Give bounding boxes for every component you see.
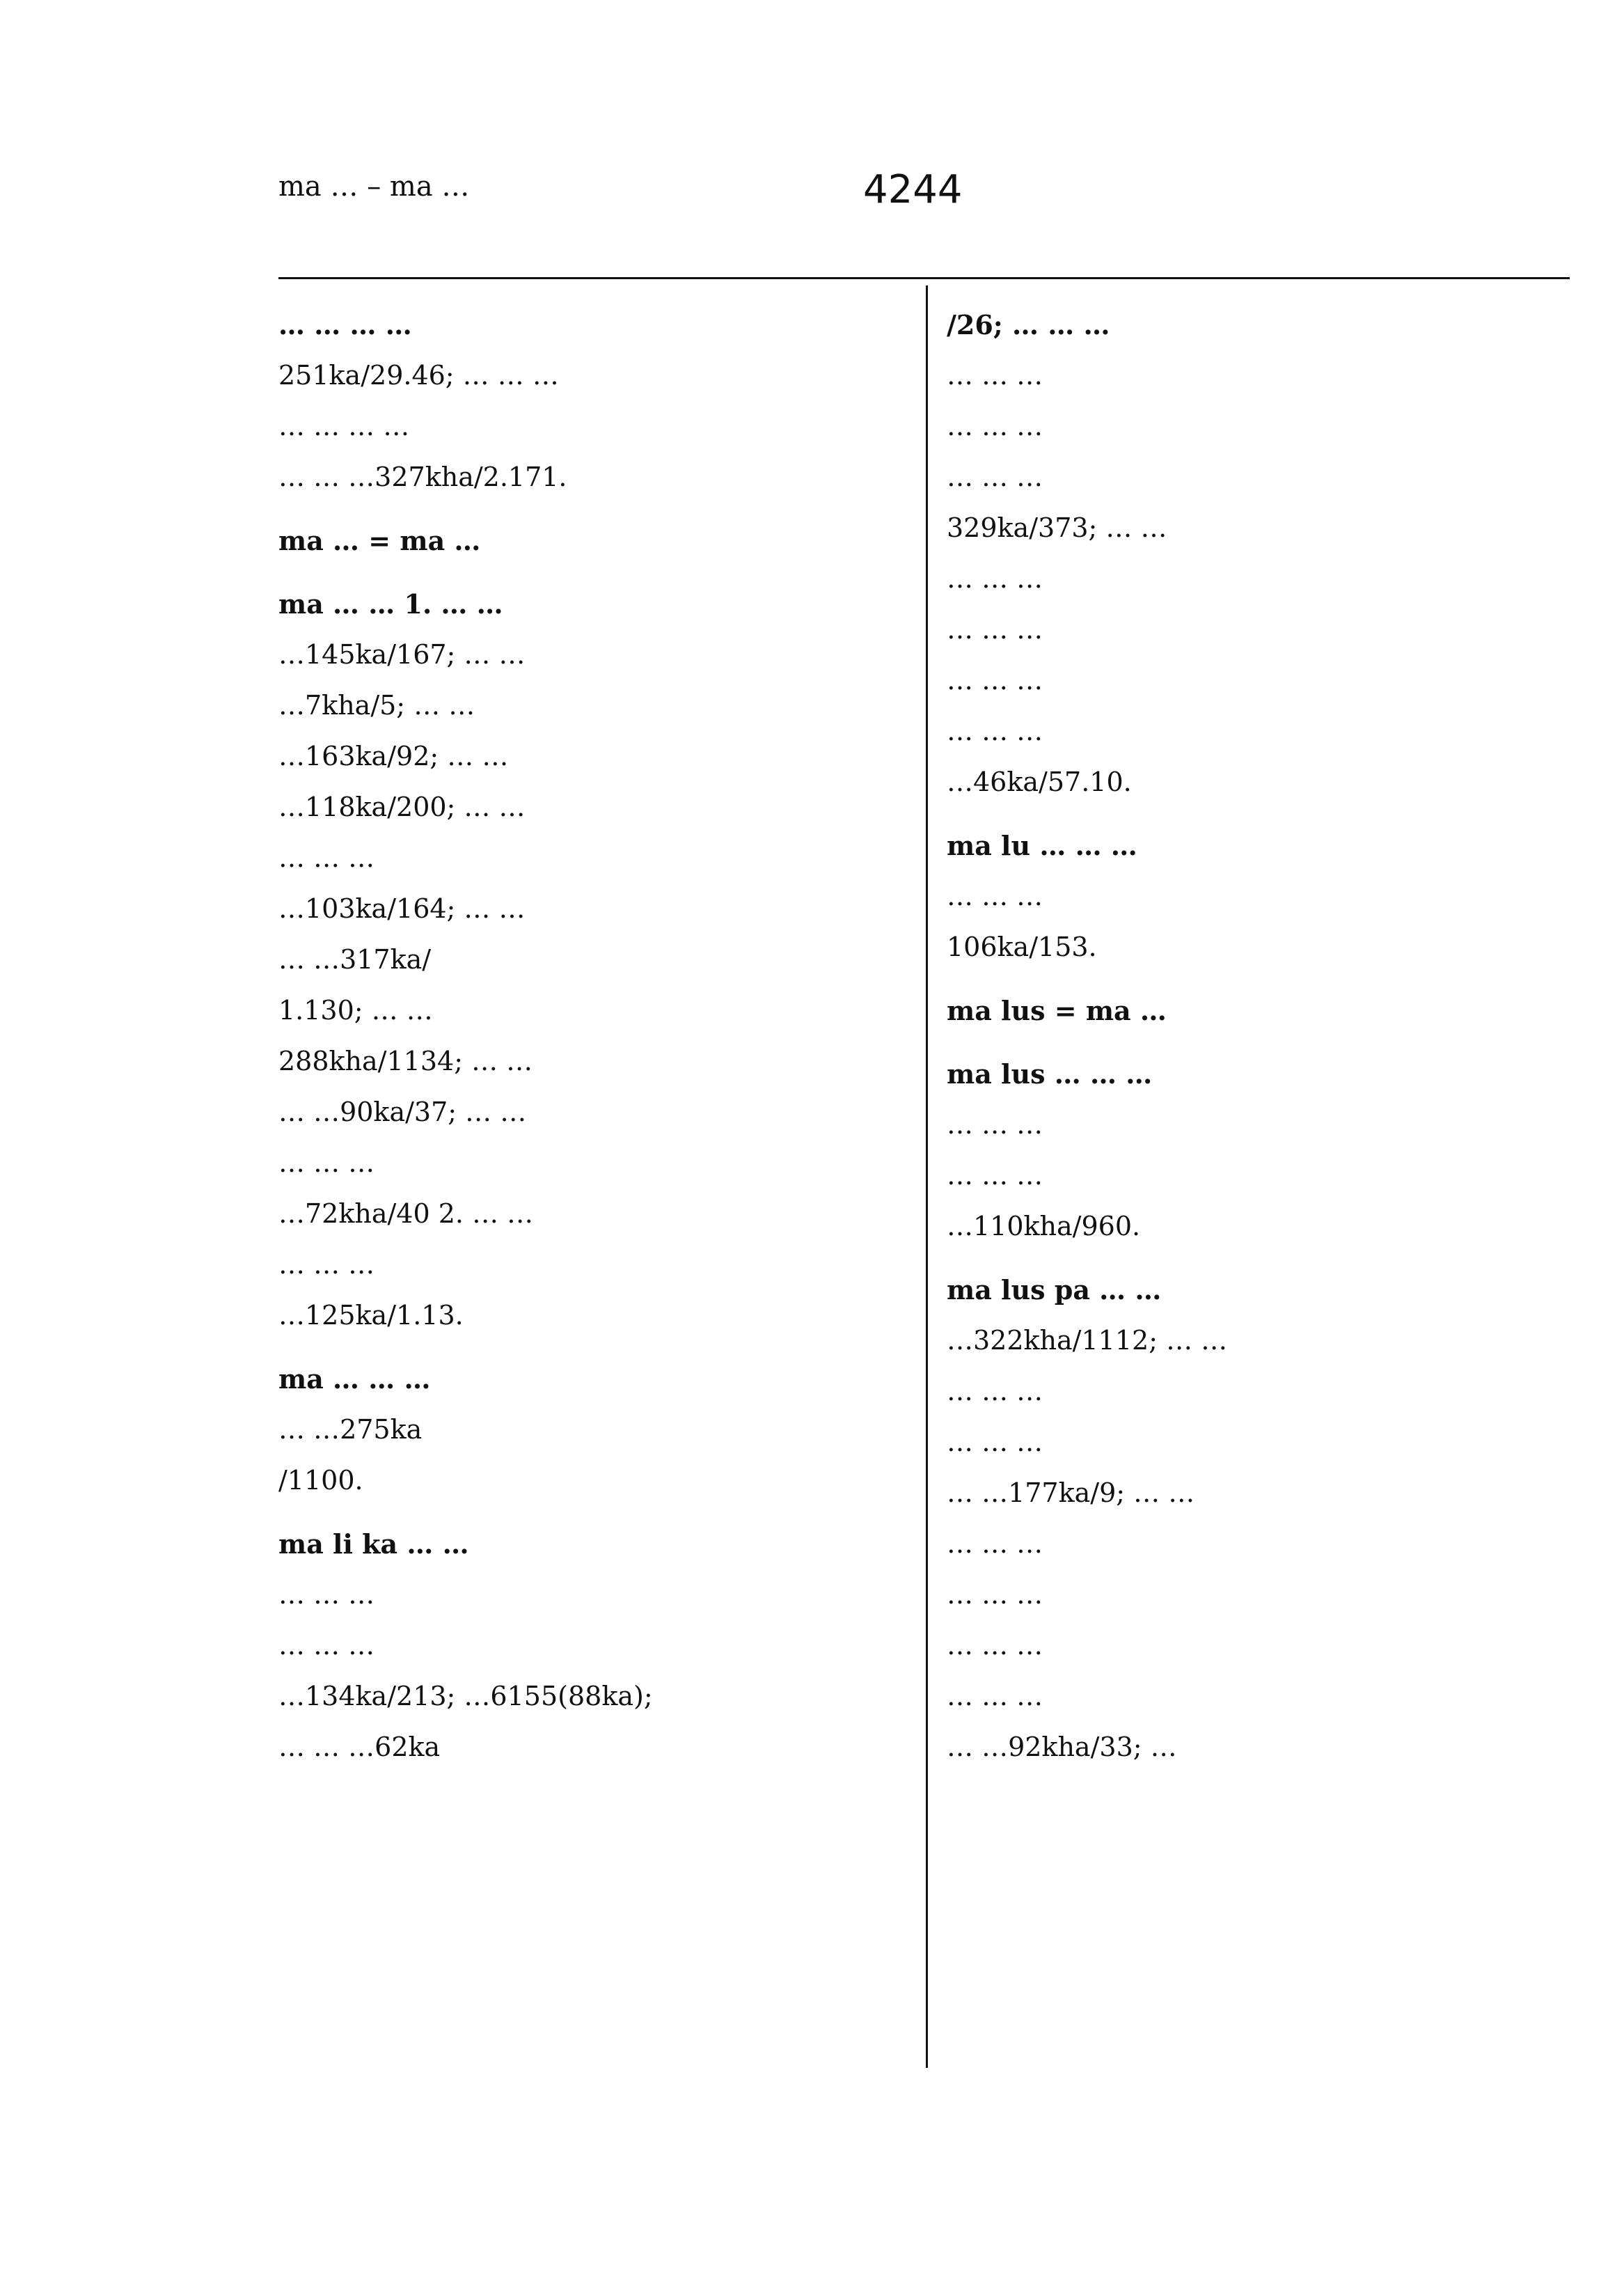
entry-line: … …317ka/ <box>278 944 432 975</box>
entry-line: … … … <box>947 1160 1043 1191</box>
entry-line: … … … <box>947 1376 1043 1406</box>
entry-line: …110kha/960. <box>947 1211 1141 1241</box>
dictionary-entry <box>947 985 1570 1036</box>
entry-line: …118ka/200; … … <box>278 792 526 822</box>
entry-headword-line: ma … … 1. … … <box>278 588 503 620</box>
entry-line: … … … <box>947 360 1043 391</box>
entry-line: 106ka/153. <box>947 932 1097 962</box>
entry-line: 288kha/1134; … … <box>278 1046 533 1076</box>
entry-line: … …90ka/37; … … <box>278 1097 527 1127</box>
entry-line: …134ka/213; …6155(88ka); <box>278 1681 653 1711</box>
entry-line: 251ka/29.46; … … … <box>278 360 559 391</box>
entry-headword-line: ma lus … … … <box>947 1058 1153 1090</box>
entry-line: …72kha/40 2. … … <box>278 1198 534 1229</box>
entry-headword-line: /26; … … … <box>947 309 1110 340</box>
dictionary-entry <box>278 1354 884 1506</box>
entry-headword-line: ma li ka … … <box>278 1528 469 1560</box>
entry-line: … … … <box>947 614 1043 645</box>
entry-line: 1.130; … … <box>278 995 433 1026</box>
entry-line: …163ka/92; … … <box>278 741 509 771</box>
header-rule <box>278 277 1570 279</box>
dictionary-entry <box>947 1264 1570 1773</box>
running-head: ma … – ma … <box>278 171 470 203</box>
entry-line: … … … <box>947 881 1043 911</box>
dictionary-entry <box>947 299 1570 808</box>
entry-line: … … … <box>947 1630 1043 1661</box>
entry-line: … …275ka <box>278 1414 423 1445</box>
entry-headword-line: ma lus pa … … <box>947 1274 1162 1305</box>
left-column <box>278 299 884 1785</box>
entry-line: …125ka/1.13. <box>278 1300 464 1331</box>
entry-line: … … … <box>278 1249 375 1280</box>
entry-headword-line: ma lu … … … <box>947 830 1137 861</box>
entry-line: … … … <box>947 1681 1043 1711</box>
entry-line: … …177ka/9; … … <box>947 1477 1195 1508</box>
entry-line: …145ka/167; … … <box>278 639 526 670</box>
entry-line: …103ka/164; … … <box>278 893 526 924</box>
entry-line: … … … <box>947 1579 1043 1610</box>
dictionary-entry <box>947 1049 1570 1252</box>
entry-line: … … …62ka <box>278 1732 441 1762</box>
dictionary-entry <box>278 1519 884 1773</box>
entry-headword-line: ma … = ma … <box>278 525 481 556</box>
entry-headword-line: ma lus = ma … <box>947 995 1167 1026</box>
dictionary-entry <box>278 299 884 503</box>
dictionary-entry <box>947 820 1570 973</box>
entry-headword-line: ma … … … <box>278 1363 431 1395</box>
entry-line: … …92kha/33; … <box>947 1732 1177 1762</box>
entry-line: …322kha/1112; … … <box>947 1325 1228 1356</box>
entry-line: … … … <box>278 1579 375 1610</box>
entry-headword-line: … … … … <box>278 309 412 340</box>
entry-line: … … … <box>278 1147 375 1178</box>
column-divider <box>926 285 928 2068</box>
right-column <box>947 299 1570 1785</box>
entry-line: … … … <box>947 716 1043 746</box>
dictionary-entry <box>278 515 884 566</box>
entry-line: … … … <box>947 462 1043 492</box>
entry-line: … … … <box>947 665 1043 696</box>
entry-line: … … … <box>947 1528 1043 1559</box>
entry-line: … … … <box>278 1630 375 1661</box>
entry-line: … … …327kha/2.171. <box>278 462 567 492</box>
entry-line: … … … <box>278 842 375 873</box>
entry-line: … … … <box>947 1109 1043 1140</box>
entry-line: … … … <box>947 411 1043 441</box>
entry-line: /1100. <box>278 1465 363 1496</box>
entry-line: …7kha/5; … … <box>278 690 475 721</box>
entry-line: … … … <box>947 563 1043 594</box>
entry-line: …46ka/57.10. <box>947 767 1132 797</box>
page-number: 4244 <box>863 167 963 212</box>
dictionary-entry <box>278 579 884 1341</box>
entry-line: … … … <box>947 1427 1043 1457</box>
entry-line: … … … … <box>278 411 410 441</box>
entry-line: 329ka/373; … … <box>947 512 1167 543</box>
